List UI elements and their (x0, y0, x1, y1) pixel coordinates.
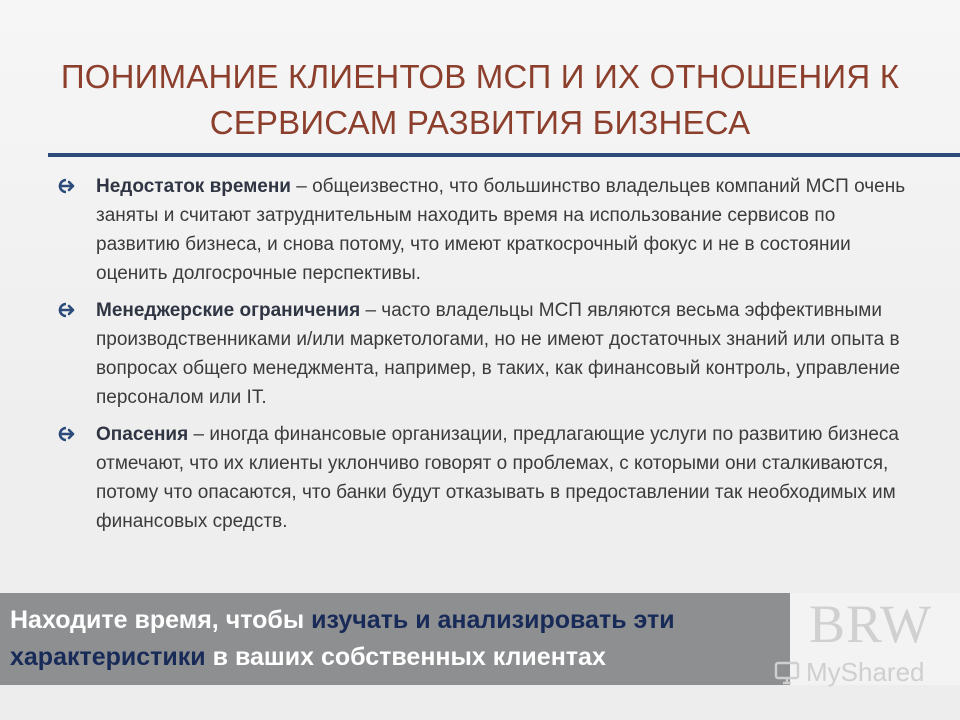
bullet-term: Менеджерские ограничения (96, 300, 361, 321)
arrow-bullet-icon (54, 425, 76, 443)
callout-part-1: Находите время, чтобы (10, 606, 312, 634)
bullet-text: – часто владельцы МСП являются весьма эффективными производственниками и/или маркетологами, но не имеют достаточных знаний или опыта в вопросах общего менеджмента, например, в таких, как финансовый контроль, управление персоналом или IT. (96, 300, 901, 408)
title-line-2: СЕРВИСАМ РАЗВИТИЯ БИЗНЕСА (209, 104, 751, 141)
bullet-term: Опасения (96, 424, 189, 445)
bullet-item-fears (54, 420, 924, 536)
bullet-text: – иногда финансовые организации, предлагающие услуги по развитию бизнеса отмечают, что их клиенты уклончиво говорят о проблемах, с которыми они сталкиваются, потому что опасаются, что банки будут отказывать в предоставлении так необходимых им финансовых средств. (96, 424, 899, 532)
callout-text (10, 602, 780, 676)
bullet-term: Недостаток времени (96, 176, 291, 197)
bullet-list (54, 172, 924, 544)
title-divider (48, 153, 960, 157)
arrow-bullet-icon (54, 177, 76, 195)
title-line-1: ПОНИМАНИЕ КЛИЕНТОВ МСП И ИХ ОТНОШЕНИЯ К (60, 58, 900, 95)
bullet-item-time (54, 172, 924, 288)
arrow-bullet-icon (54, 301, 76, 319)
callout-highlight: изучать и анализировать эти характеристики (10, 606, 675, 671)
callout-part-3: в ваших собственных клиентах (205, 643, 606, 671)
bullet-item-management (54, 296, 924, 412)
brw-logo: BRW (808, 594, 932, 654)
watermark-text: MyShared (806, 657, 925, 687)
slide-title (40, 54, 920, 146)
monitor-icon (774, 660, 802, 686)
bullet-text: – общеизвестно, что большинство владельцев компаний МСП очень заняты и считают затруднительным находить время на использование сервисов по развитию бизнеса, и снова потому, что имеют краткосрочный фокус и не в состоянии оценить долгосрочные перспективы. (96, 176, 906, 284)
